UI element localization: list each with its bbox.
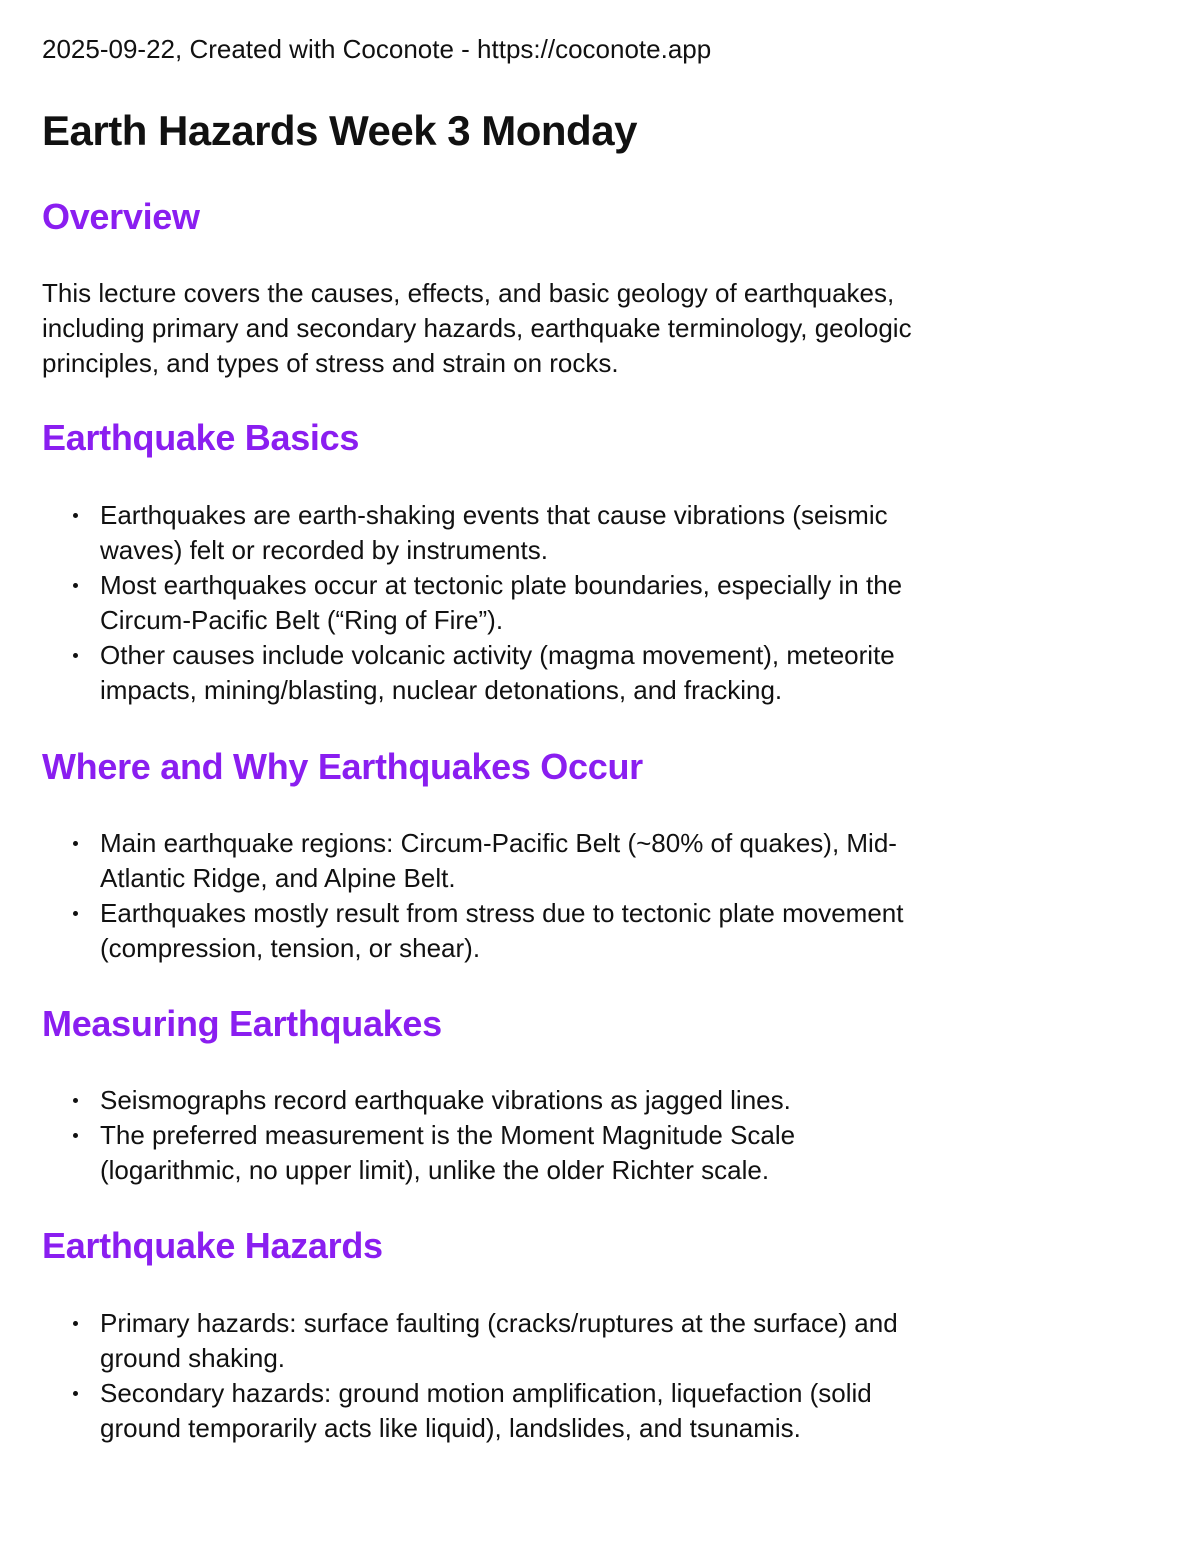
bullet-dot-icon — [73, 583, 78, 588]
where-and-why-list — [42, 826, 1142, 966]
bullet-dot-icon — [73, 1098, 78, 1103]
list-item: Main earthquake regions: Circum-Pacific Belt (~80% of quakes), Mid- Atlantic Ridge, and Alpine Belt. — [42, 826, 1100, 896]
list-item: Secondary hazards: ground motion amplification, liquefaction (solid ground temporarily acts like liquid), landslides, and tsunamis. — [42, 1376, 1100, 1446]
overview-heading: Overview — [42, 196, 200, 237]
overview-paragraph — [42, 276, 1132, 381]
bullet-dot-icon — [73, 1321, 78, 1326]
list-item: Most earthquakes occur at tectonic plate boundaries, especially in the Circum-Pacific Belt (“Ring of Fire”). — [42, 568, 1100, 638]
bullet-dot-icon — [73, 1133, 78, 1138]
list-item: Primary hazards: surface faulting (cracks/ruptures at the surface) and ground shaking. — [42, 1306, 1100, 1376]
measuring-earthquakes-list — [42, 1083, 1142, 1188]
overview-line: principles, and types of stress and strain on rocks. — [42, 348, 619, 378]
bullet-dot-icon — [73, 1391, 78, 1396]
section-heading-earthquake-hazards: Earthquake Hazards — [42, 1225, 383, 1266]
bullet-dot-icon — [73, 653, 78, 658]
bullet-dot-icon — [73, 841, 78, 846]
section-heading-measuring-earthquakes: Measuring Earthquakes — [42, 1003, 442, 1044]
overview-line: This lecture covers the causes, effects, and basic geology of earthquakes, — [42, 278, 895, 308]
list-item: Seismographs record earthquake vibrations as jagged lines. — [42, 1083, 1100, 1118]
list-item: Earthquakes mostly result from stress due to tectonic plate movement (compression, tension, or shear). — [42, 896, 1100, 966]
section-heading-earthquake-basics: Earthquake Basics — [42, 417, 360, 458]
list-item: Earthquakes are earth-shaking events that cause vibrations (seismic waves) felt or recorded by instruments. — [42, 498, 1100, 568]
created-meta-line: 2025-09-22, Created with Coconote - https://coconote.app — [42, 34, 712, 64]
section-heading-where-and-why: Where and Why Earthquakes Occur — [42, 746, 643, 787]
list-item: The preferred measurement is the Moment Magnitude Scale (logarithmic, no upper limit), unlike the older Richter scale. — [42, 1118, 1100, 1188]
bullet-dot-icon — [73, 911, 78, 916]
earthquake-basics-list — [42, 498, 1142, 708]
overview-line: including primary and secondary hazards, earthquake terminology, geologic — [42, 313, 912, 343]
document-title: Earth Hazards Week 3 Monday — [42, 107, 637, 154]
list-item: Other causes include volcanic activity (magma movement), meteorite impacts, mining/blasting, nuclear detonations, and fracking. — [42, 638, 1100, 708]
bullet-dot-icon — [73, 513, 78, 518]
earthquake-hazards-list — [42, 1306, 1142, 1446]
